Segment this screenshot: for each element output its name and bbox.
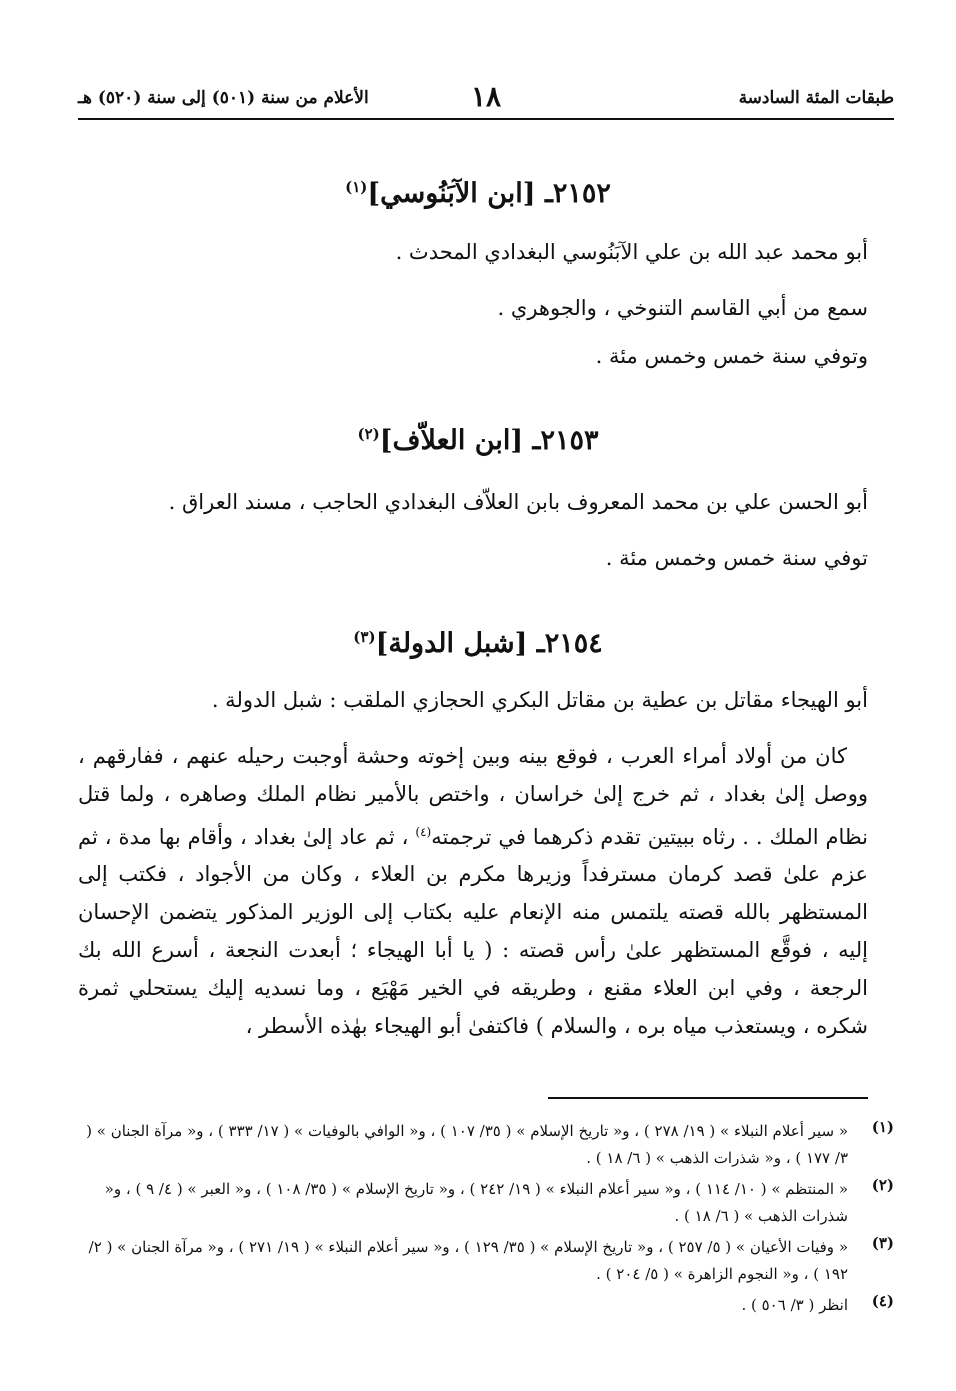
entry-heading: ٢١٥٣ـ [ابن العلاّف] <box>379 425 599 456</box>
footnote-separator <box>548 1097 868 1099</box>
entry-text-line: سمع من أبي القاسم التنوخي ، والجوهري . <box>497 296 868 320</box>
footnote-marker[interactable]: (٣) <box>353 628 376 646</box>
entry-paragraph <box>78 738 868 1045</box>
entry-text-line: أبو محمد عبد الله بن علي الآبَنُوسي البغدادي المحدث . <box>395 240 868 264</box>
paragraph-text-end: ، ثم عاد إلىٰ بغداد ، وأقام بها مدة ، ثم عزم علىٰ قصد كرمان مسترفداً وزيرها مكرم بن العلاء ، وكان من الأجواد ، فكتب إلى المستظهر بالله قصته يلتمس منه الإنعام عليه بكتاب إلى الوزير المذكور يتضمن الإحسان إليه ، فوقَّع المستظهر علىٰ رأس قصته : ( يا أبا الهيجاء ؛ أبعدت النجعة ، أسرع الله بك الرجعة ، وفي ابن العلاء مقنع ، وطريقه في الخير مَهْيَع ، وما نسديه إليك يستحلي ثمرة شكره ، ويستعذب مياه بره ، والسلام ) فاكتفىٰ أبو الهيجاء بهٰذه الأسطر ، <box>78 824 868 1038</box>
footnote <box>78 1176 894 1230</box>
entry-text-line: وتوفي سنة خمس وخمس مئة . <box>595 344 868 368</box>
running-header <box>78 78 894 120</box>
footnote-text: « وفيات الأعيان » ( ٥/ ٢٥٧ ) ، و« تاريخ الإسلام » ( ٣٥/ ١٢٩ ) ، و« سير أعلام النبلاء » ( ١٩/ ٢٧١ ) ، و« مرآة الجنان » ( ٢/ ١٩٢ ) ، و« النجوم الزاهرة » ( ٥/ ٢٠٤ ) . <box>88 1238 848 1283</box>
header-range-title: الأعلام من سنة (٥٠١) إلى سنة (٥٢٠) هـ <box>78 88 369 108</box>
entry-title-2154 <box>0 628 956 659</box>
footnote-number: (١) <box>871 1118 894 1136</box>
footnote <box>78 1292 894 1319</box>
footnote-text: « سير أعلام النبلاء » ( ١٩/ ٢٧٨ ) ، و« تاريخ الإسلام » ( ٣٥/ ١٠٧ ) ، و« الوافي بالوفيات » ( ١٧/ ٣٣٣ ) ، و« مرآة الجنان » ( ٣/ ١٧٧ ) ، و« شذرات الذهب » ( ٦/ ١٨ ) . <box>86 1122 848 1167</box>
entry-heading: ٢١٥٢ـ [ابن الآبَنُوسي] <box>367 178 611 209</box>
footnote-number: (٣) <box>871 1234 894 1252</box>
footnote-text: « المنتظم » ( ١٠/ ١١٤ ) ، و« سير أعلام النبلاء » ( ١٩/ ٢٤٢ ) ، و« تاريخ الإسلام » ( ٣٥/ ١٠٨ ) ، و« العبر » ( ٤/ ٩ ) ، و« شذرات الذهب » ( ٦/ ١٨ ) . <box>104 1180 848 1225</box>
footnote-marker[interactable]: (١) <box>345 178 368 196</box>
entry-heading: ٢١٥٤ـ [شبل الدولة] <box>375 628 603 659</box>
entry-text-line: أبو الهيجاء مقاتل بن عطية بن مقاتل البكري الحجازي الملقب : شبل الدولة . <box>211 688 868 712</box>
footnote <box>78 1234 894 1288</box>
header-section-title: طبقات المئة السادسة <box>738 88 894 108</box>
paragraph-text-start: كان من أولاد أمراء العرب ، فوقع بينه وبين إخوته وحشة أوجبت رحيله عنهم ، ففارقهم ، ووصل إلىٰ بغداد ، ثم خرج إلىٰ خراسان ، واختص بالأمير نظام الملك وصاهره ، ولما قتل نظام الملك . . رثاه ببيتين تقدم ذكرهما في ترجمته <box>78 744 868 849</box>
footnote <box>78 1118 894 1172</box>
page-number: ١٨ <box>470 80 502 113</box>
entry-text-line: توفي سنة خمس وخمس مئة . <box>605 546 868 570</box>
entry-text-line: أبو الحسن علي بن محمد المعروف بابن العلاّف البغدادي الحاجب ، مسند العراق . <box>168 490 868 514</box>
entry-title-2152 <box>0 178 956 209</box>
footnote-number: (٢) <box>871 1176 894 1194</box>
footnote-marker[interactable]: (٤) <box>415 824 432 839</box>
footnote-marker[interactable]: (٢) <box>357 425 380 443</box>
footnotes-section <box>78 1118 894 1323</box>
entry-title-2153 <box>0 425 956 456</box>
footnote-number: (٤) <box>871 1292 894 1310</box>
footnote-text: انظر ( ٣/ ٥٠٦ ) . <box>741 1296 848 1314</box>
